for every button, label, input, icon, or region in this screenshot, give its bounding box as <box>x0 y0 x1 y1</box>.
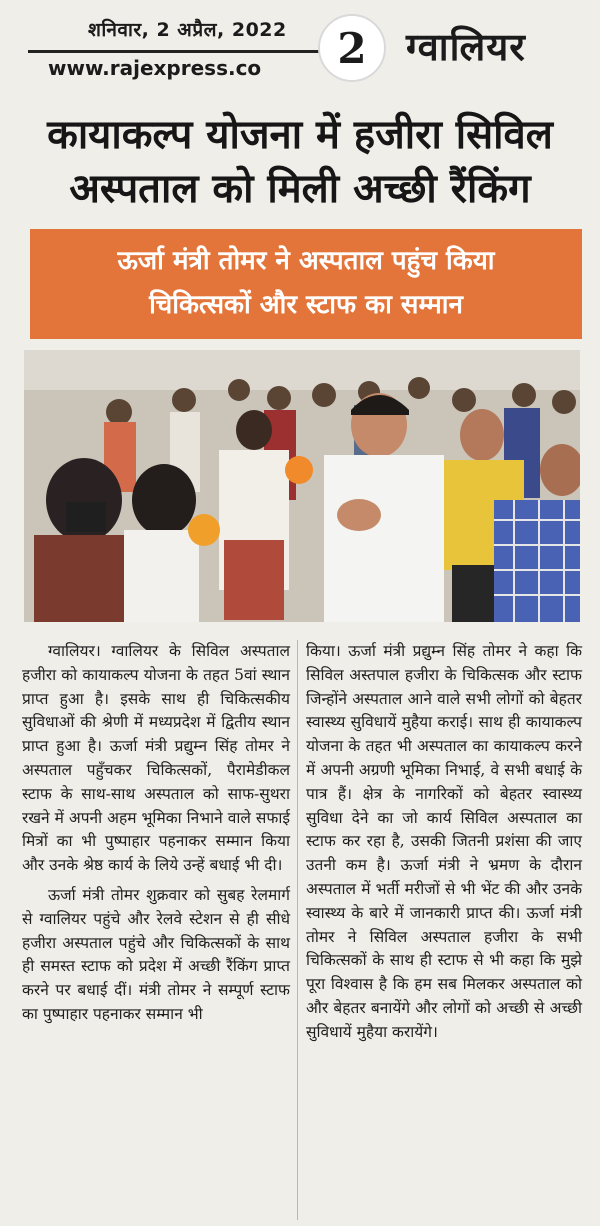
crowd-photo-illustration <box>24 350 580 622</box>
masthead-rule <box>28 50 328 53</box>
masthead <box>28 10 590 90</box>
article-paragraph: ग्वालियर। ग्वालियर के सिविल अस्पताल हजीरा को कायाकल्प योजना के तहत 5वां स्थान प्राप्त हुआ है। इसके साथ ही चिकित्सकीय सुविधाओं की श्रेणी में मध्यप्रदेश में द्वितीय स्थान प्राप्त हुआ है। ऊर्जा मंत्री प्रद्युम्न सिंह तोमर ने अस्पताल पहुँचकर चिकित्सकों, पैरामेडीकल स्टाफ के साथ-साथ अस्पताल को साफ-सुथरा रखने में अपनी अहम भूमिका निभाने वाले सफाई मित्रों का भी पुष्पाहार पहनाकर सम्मान किया और उनके श्रेष्ठ कार्य के लिये उन्हें बधाई भी दी। <box>22 642 290 875</box>
subheadline-line-2: चिकित्सकों और स्टाफ का सम्मान <box>149 290 463 320</box>
subheadline-line-1: ऊर्जा मंत्री तोमर ने अस्पताल पहुंच किया <box>117 246 495 276</box>
website-url: www.rajexpress.co <box>48 56 262 80</box>
subheadline-band <box>30 229 582 339</box>
headline-line-2: अस्पताल को मिली अच्छी रैंकिंग <box>69 165 531 212</box>
article-right-column <box>306 640 582 1045</box>
article-left-column <box>22 640 290 1027</box>
page-number: 2 <box>318 14 386 82</box>
headline <box>14 108 586 216</box>
issue-date: शनिवार, 2 अप्रैल, 2022 <box>88 19 287 41</box>
news-photo <box>24 350 580 622</box>
edition-city: ग्वालियर <box>406 25 526 69</box>
article-paragraph: ऊर्जा मंत्री तोमर शुक्रवार को सुबह रेलमार्ग से ग्वालियर पहुंचे और रेलवे स्टेशन से ही सीधे हजीरा अस्पताल पहुंचे और चिकित्सकों के साथ ही समस्त स्टाफ को प्रदेश में अच्छी रैंकिंग प्राप्त करने पर बधाई दीं। मंत्री तोमर ने सम्पूर्ण स्टाफ का पुष्पाहार पहनाकर सम्मान भी <box>22 885 290 1023</box>
article-paragraph: किया। ऊर्जा मंत्री प्रद्युम्न सिंह तोमर ने कहा कि सिविल अस्तपाल हजीरा के चिकित्सक और स्टाफ जिन्होंने अस्पताल आने वाले सभी लोगों को बेहतर स्वास्थ्य सुविधायें मुहैया कराई। साथ ही कायाकल्प योजना के तहत भी अस्पताल का कायाकल्प करने में अपनी अग्रणी भूमिका निभाई, वे सभी बधाई के पात्र हैं। क्षेत्र के नागरिकों को बेहतर स्वास्थ्य सुविधा देने का जो कार्य सिविल अस्पताल का स्टाफ कर रहा है, उसकी जितनी प्रशंसा की जाए उतनी कम है। ऊर्जा मंत्री ने भ्रमण के दौरान अस्पताल में भर्ती मरीजों से भी भेंट की और उनके स्वास्थ्य के बारे में जानकारी प्राप्त की। ऊर्जा मंत्री तोमर ने सिविल अस्पताल हजीरा के सभी चिकित्सकों के साथ ही स्टाफ से भी कहा कि मुझे पूरा विश्वास है कि हम सब मिलकर अस्पताल को और बेहतर बनायेंगे और लोगों को अच्छी से अच्छी सुविधायें मुहैया करायेंगे। <box>306 642 582 1041</box>
headline-line-1: कायाकल्प योजना में हजीरा सिविल <box>47 111 553 158</box>
column-divider <box>297 640 298 1220</box>
